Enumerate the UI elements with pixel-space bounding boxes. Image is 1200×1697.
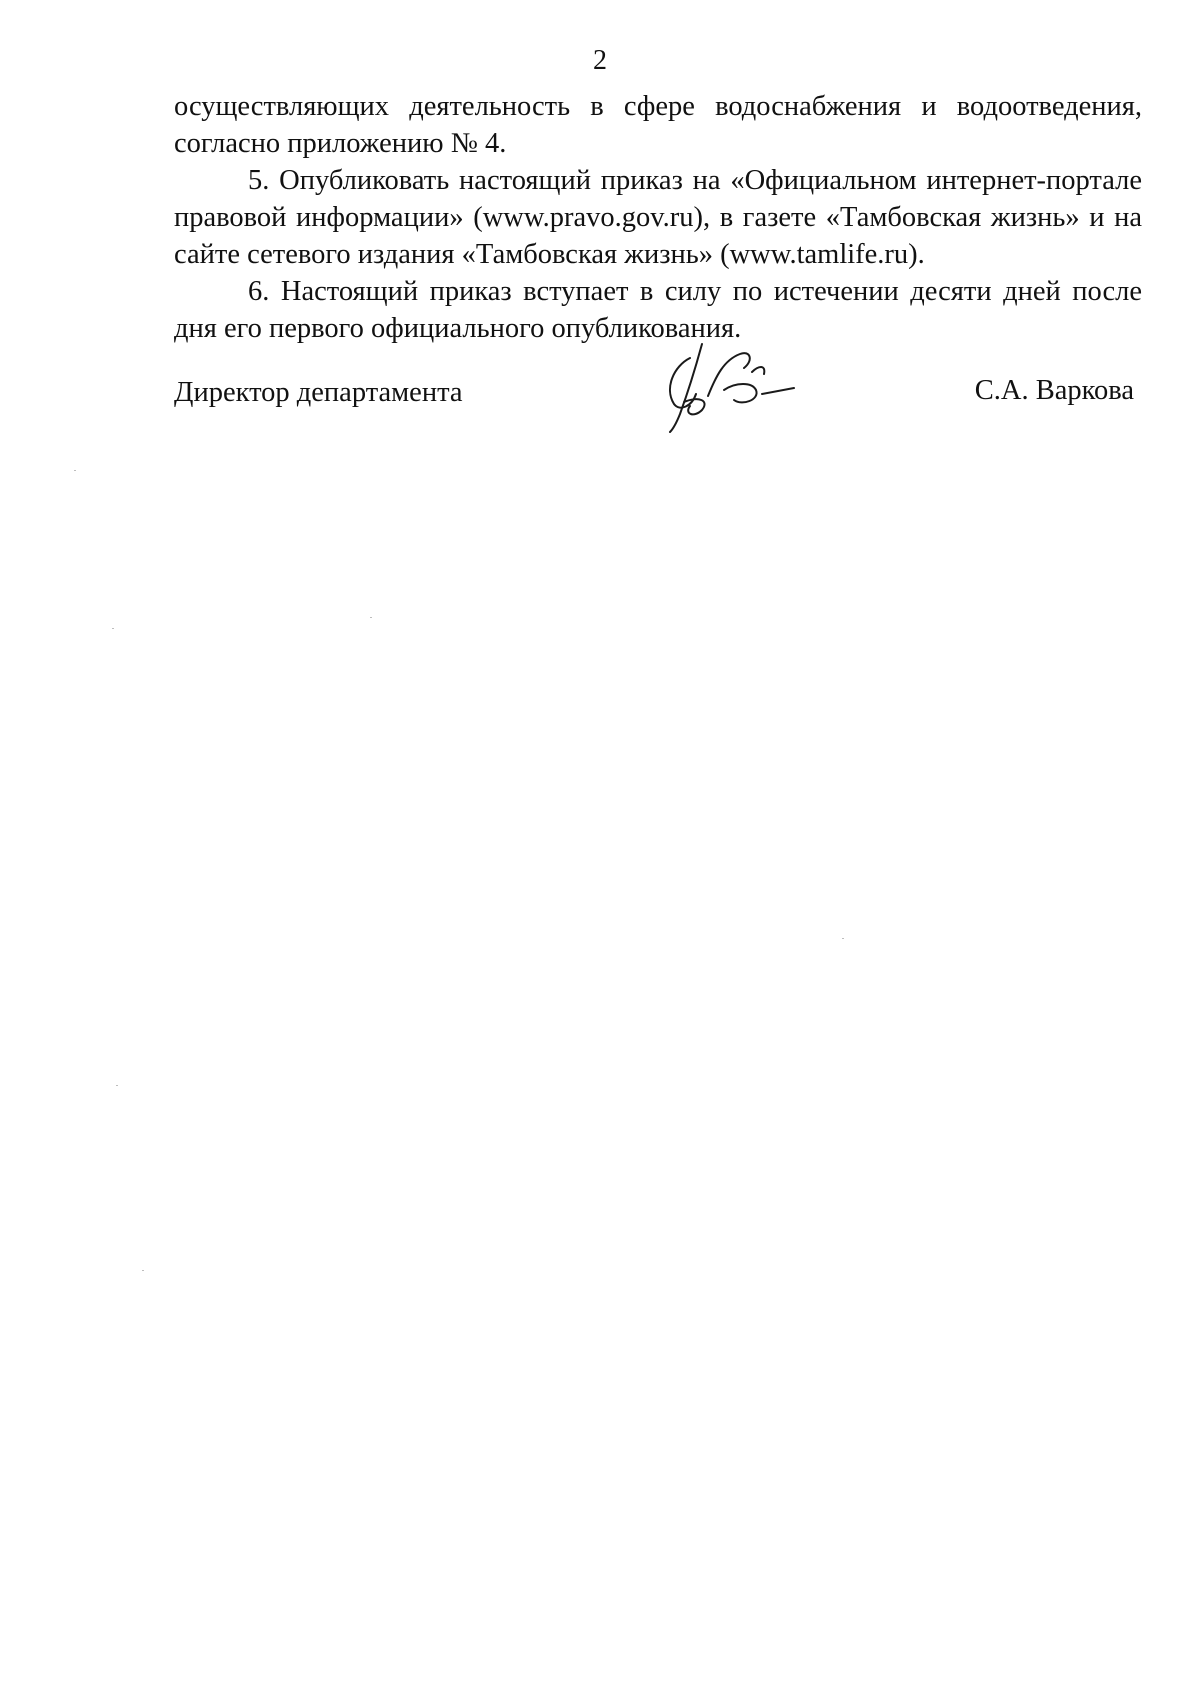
scan-speck	[116, 1085, 118, 1086]
scan-speck	[112, 628, 114, 629]
paragraph-item-6: 6. Настоящий приказ вступает в силу по истечении десяти дней после дня его первого официального опубликования.	[174, 276, 1142, 344]
handwritten-signature	[644, 336, 804, 436]
signature-block	[174, 336, 1142, 436]
scan-speck	[142, 1270, 144, 1271]
signatory-name: С.А. Варкова	[974, 375, 1134, 406]
signatory-position: Директор департамента	[174, 377, 463, 408]
page-number: 2	[593, 45, 607, 76]
paragraph-item-5: 5. Опубликовать настоящий приказ на «Официальном интернет-портале правовой информации» (www.pravo.gov.ru), в газете «Тамбовская жизнь» и на сайте сетевого издания «Тамбовская жизнь» (www.tamlife.ru).	[174, 165, 1142, 270]
scan-speck	[842, 938, 844, 939]
paragraph-continuation: осуществляющих деятельность в сфере водоснабжения и водоотведения, согласно приложению № 4.	[174, 91, 1142, 159]
scan-speck	[370, 617, 372, 618]
document-body	[174, 88, 1142, 347]
scan-speck	[74, 470, 76, 471]
